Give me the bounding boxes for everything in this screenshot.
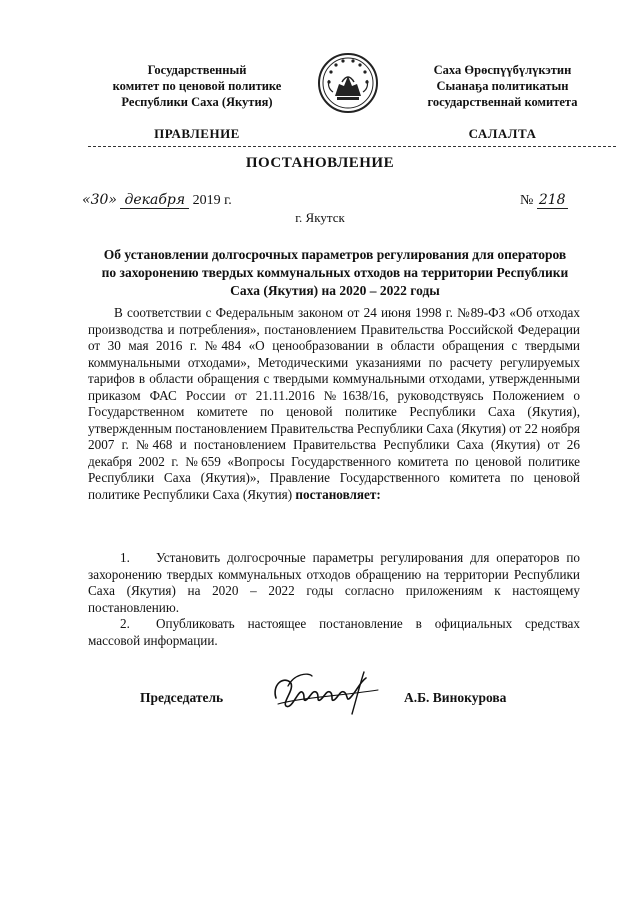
item-text: Установить долгосрочные параметры регулирования для операторов по захоронению твердых коммунальных отходов обращению на территории Республики Саха (Якутия) на 2020 – 2022 годы согласно приложениям к настоящему постановлению. <box>88 550 580 615</box>
document-title: ПОСТАНОВЛЕНИЕ <box>245 155 395 171</box>
preamble-block <box>88 305 580 503</box>
header-left-line-2: комитет по ценовой политике <box>112 79 282 93</box>
coat-of-arms-emblem <box>317 52 379 114</box>
document-date <box>82 192 232 209</box>
handwritten-signature <box>268 668 388 720</box>
preamble-paragraph <box>88 305 580 503</box>
date-month: декабря <box>120 192 189 209</box>
number-prefix: № <box>520 193 534 208</box>
resolution-item <box>88 550 580 616</box>
header-right-block <box>400 62 605 110</box>
header-right-line-2: Сыанаҕа политикатын <box>436 79 569 93</box>
header-left-block <box>92 62 302 110</box>
number-value: 218 <box>538 192 566 208</box>
document-subject: Об установлении долгосрочных параметров регулирования для операторов по захоронению твердых коммунальных отходов на территории Республики Саха (Якутия) на 2020 – 2022 годы <box>101 247 569 298</box>
resolution-items <box>88 550 580 649</box>
date-year: 2019 г. <box>192 193 232 208</box>
department-label-left: ПРАВЛЕНИЕ <box>154 126 240 141</box>
item-number: 1. <box>120 550 130 565</box>
header-left-line-1: Государственный <box>147 63 247 77</box>
item-number: 2. <box>120 616 130 631</box>
header-right-line-3: государственнай комитета <box>427 95 578 109</box>
preamble-text: В соответствии с Федеральным законом от 24 июня 1998 г. №89-ФЗ «Об отходах производства и потребления», постановлением Правительства Российской Федерации от 30 мая 2016 г. №484 «О ценообразовании в области обращения с твердыми коммунальными отходами», Методическими указаниями по расчету регулируемых тарифов в области обращения с твердыми коммунальными отходами, утвержденными приказом ФАС России от 21.11.2016 №1638/16, руководствуясь Положением о Государственном комитете по ценовой политике Республики Саха (Якутия), утвержденным постановлением Правительства Республики Саха (Якутия) от 22 ноября 2007 г. №468 и постановлением Правительства Республики Саха (Якутия) от 26 декабря 2002 г. №659 «Вопросы Государственного комитета по ценовой политике Республики Саха (Якутия)», Правление Государственного комитета по ценовой политике Республики Саха (Якутия) <box>88 305 580 502</box>
signer-name: А.Б. Винокурова <box>404 690 507 705</box>
item-text: Опубликовать настоящее постановление в официальных средствах массовой информации. <box>88 616 580 648</box>
header-left-line-3: Республики Саха (Якутия) <box>121 95 273 109</box>
header-divider <box>88 146 616 147</box>
date-day: «30» <box>82 192 117 208</box>
department-label-right: САЛАЛТА <box>468 126 537 141</box>
header-right-line-1: Саха Өрөспүүбүлүкэтин <box>433 63 572 77</box>
resolves-word: постановляет: <box>295 486 381 502</box>
document-city: г. Якутск <box>295 210 345 225</box>
resolution-item <box>88 616 580 649</box>
document-number <box>520 192 568 209</box>
signer-title: Председатель <box>140 690 224 705</box>
